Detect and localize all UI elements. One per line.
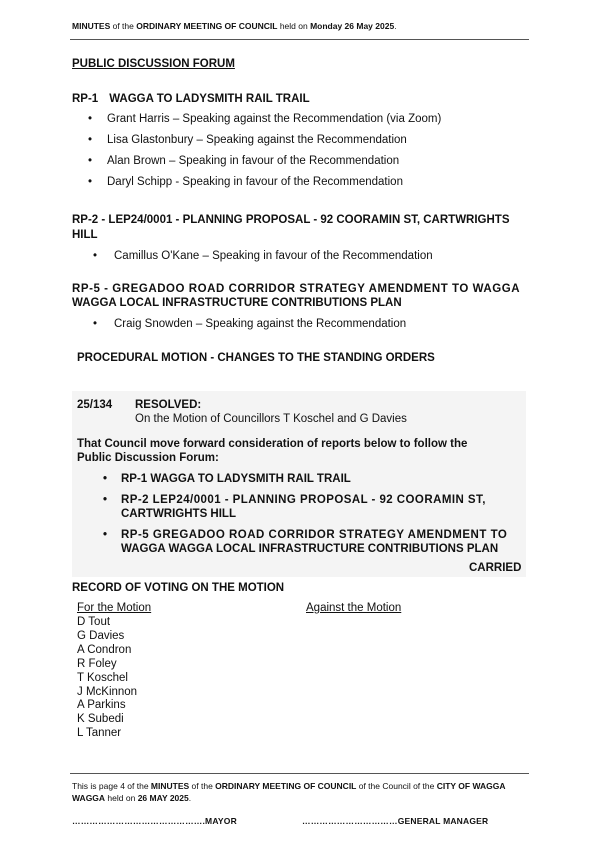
rp1-code: RP-1 <box>72 93 99 105</box>
list-item: K Subedi <box>77 713 124 726</box>
resolution-item: • RP-2 LEP24/0001 - PLANNING PROPOSAL - 92 COORAMIN ST, <box>103 494 486 506</box>
page-footer <box>72 780 532 804</box>
status-carried: CARRIED <box>469 562 522 574</box>
speaker-text: Craig Snowden – Speaking against the Recommendation <box>114 318 407 330</box>
procedural-motion-title: PROCEDURAL MOTION - CHANGES TO THE STANDING ORDERS <box>77 352 435 364</box>
list-item: L Tanner <box>77 727 122 740</box>
for-list <box>77 616 137 741</box>
footer-text: of the Council of the <box>356 781 437 791</box>
list-item: • Camillus O'Kane – Speaking in favour of the Recommendation <box>93 250 433 262</box>
against-motion-label: Against the Motion <box>306 602 402 614</box>
resolution-number: 25/134 <box>77 399 113 411</box>
header-text: of the <box>110 21 137 31</box>
speaker-text: Lisa Glastonbury – Speaking against the Recommendation <box>107 134 407 146</box>
list-item: • Lisa Glastonbury – Speaking against the Recommendation <box>88 134 407 146</box>
resolution-item-text: RP-5 GREGADOO ROAD CORRIDOR STRATEGY AMENDMENT TO <box>121 529 508 541</box>
list-item: • Craig Snowden – Speaking against the Recommendation <box>93 318 407 330</box>
list-item: J McKinnon <box>77 685 138 698</box>
list-item: D Tout <box>77 616 111 628</box>
resolution-label: RESOLVED: <box>135 399 202 411</box>
forum-title: PUBLIC DISCUSSION FORUM <box>72 58 235 70</box>
gm-signature-line: ……………………………GENERAL MANAGER <box>302 816 489 826</box>
list-item: T Koschel <box>77 671 128 684</box>
for-motion-label: For the Motion <box>77 602 152 614</box>
footer-minutes: MINUTES <box>150 781 190 791</box>
speaker-text: Daryl Schipp - Speaking in favour of the Recommendation <box>107 176 403 188</box>
header-minutes: MINUTES <box>72 21 111 31</box>
resolution-text-line1: That Council move forward consideration of reports below to follow the <box>77 438 468 450</box>
resolution-item: • RP-5 GREGADOO ROAD CORRIDOR STRATEGY AMENDMENT TO <box>103 529 508 541</box>
header-text: . <box>394 21 397 31</box>
resolution-item-line2: CARTWRIGHTS HILL <box>121 508 236 520</box>
voting-title: RECORD OF VOTING ON THE MOTION <box>72 582 285 594</box>
list-item: A Condron <box>77 643 132 656</box>
resolution-item-text: RP-2 LEP24/0001 - PLANNING PROPOSAL - 92 COORAMIN ST, <box>121 494 486 506</box>
rp1-heading <box>72 93 310 105</box>
rp5-heading-line1: RP-5 - GREGADOO ROAD CORRIDOR STRATEGY AMENDMENT TO WAGGA <box>72 283 521 295</box>
footer-city: CITY OF WAGGA WAGGA <box>72 781 506 803</box>
footer-meeting: ORDINARY MEETING OF COUNCIL <box>215 781 357 791</box>
speaker-text: Camillus O'Kane – Speaking in favour of the Recommendation <box>114 250 433 262</box>
header-text: held on <box>277 21 311 31</box>
resolution-item-line2: WAGGA WAGGA LOCAL INFRASTRUCTURE CONTRIBUTIONS PLAN <box>121 543 499 555</box>
list-item: R Foley <box>77 657 117 670</box>
speaker-text: Grant Harris – Speaking against the Recommendation (via Zoom) <box>107 113 442 125</box>
resolution-mover: On the Motion of Councillors T Koschel and G Davies <box>135 413 407 425</box>
list-item: A Parkins <box>77 699 126 712</box>
list-item: G Davies <box>77 629 125 642</box>
speaker-text: Alan Brown – Speaking in favour of the Recommendation <box>107 155 400 167</box>
list-item: • Daryl Schipp - Speaking in favour of the Recommendation <box>88 176 403 188</box>
rp5-heading-line2: WAGGA LOCAL INFRASTRUCTURE CONTRIBUTIONS PLAN <box>72 297 402 309</box>
header-date: Monday 26 May 2025 <box>310 21 395 31</box>
footer-text: This is page 4 of the <box>72 781 151 791</box>
resolution-item-text: RP-1 WAGGA TO LADYSMITH RAIL TRAIL <box>121 473 351 485</box>
resolution-item: • RP-1 WAGGA TO LADYSMITH RAIL TRAIL <box>103 473 351 485</box>
rp2-heading-line1: RP-2 - LEP24/0001 - PLANNING PROPOSAL - 92 COORAMIN ST, CARTWRIGHTS <box>72 214 510 226</box>
footer-text: held on <box>105 793 138 803</box>
footer-text: . <box>188 793 192 803</box>
resolution-text-line2: Public Discussion Forum: <box>77 452 219 464</box>
header-meeting: ORDINARY MEETING OF COUNCIL <box>136 21 278 31</box>
page-header <box>72 21 397 31</box>
footer-date: 26 MAY 2025 <box>137 793 189 803</box>
mayor-signature-line: ……………………………………….MAYOR <box>72 816 237 826</box>
list-item: • Alan Brown – Speaking in favour of the Recommendation <box>88 155 400 167</box>
rp1-title: WAGGA TO LADYSMITH RAIL TRAIL <box>109 93 310 105</box>
header-divider <box>70 39 529 40</box>
rp2-heading-line2: HILL <box>72 229 98 241</box>
list-item: • Grant Harris – Speaking against the Recommendation (via Zoom) <box>88 113 442 125</box>
footer-text: of the <box>189 781 216 791</box>
footer-divider <box>70 773 529 774</box>
